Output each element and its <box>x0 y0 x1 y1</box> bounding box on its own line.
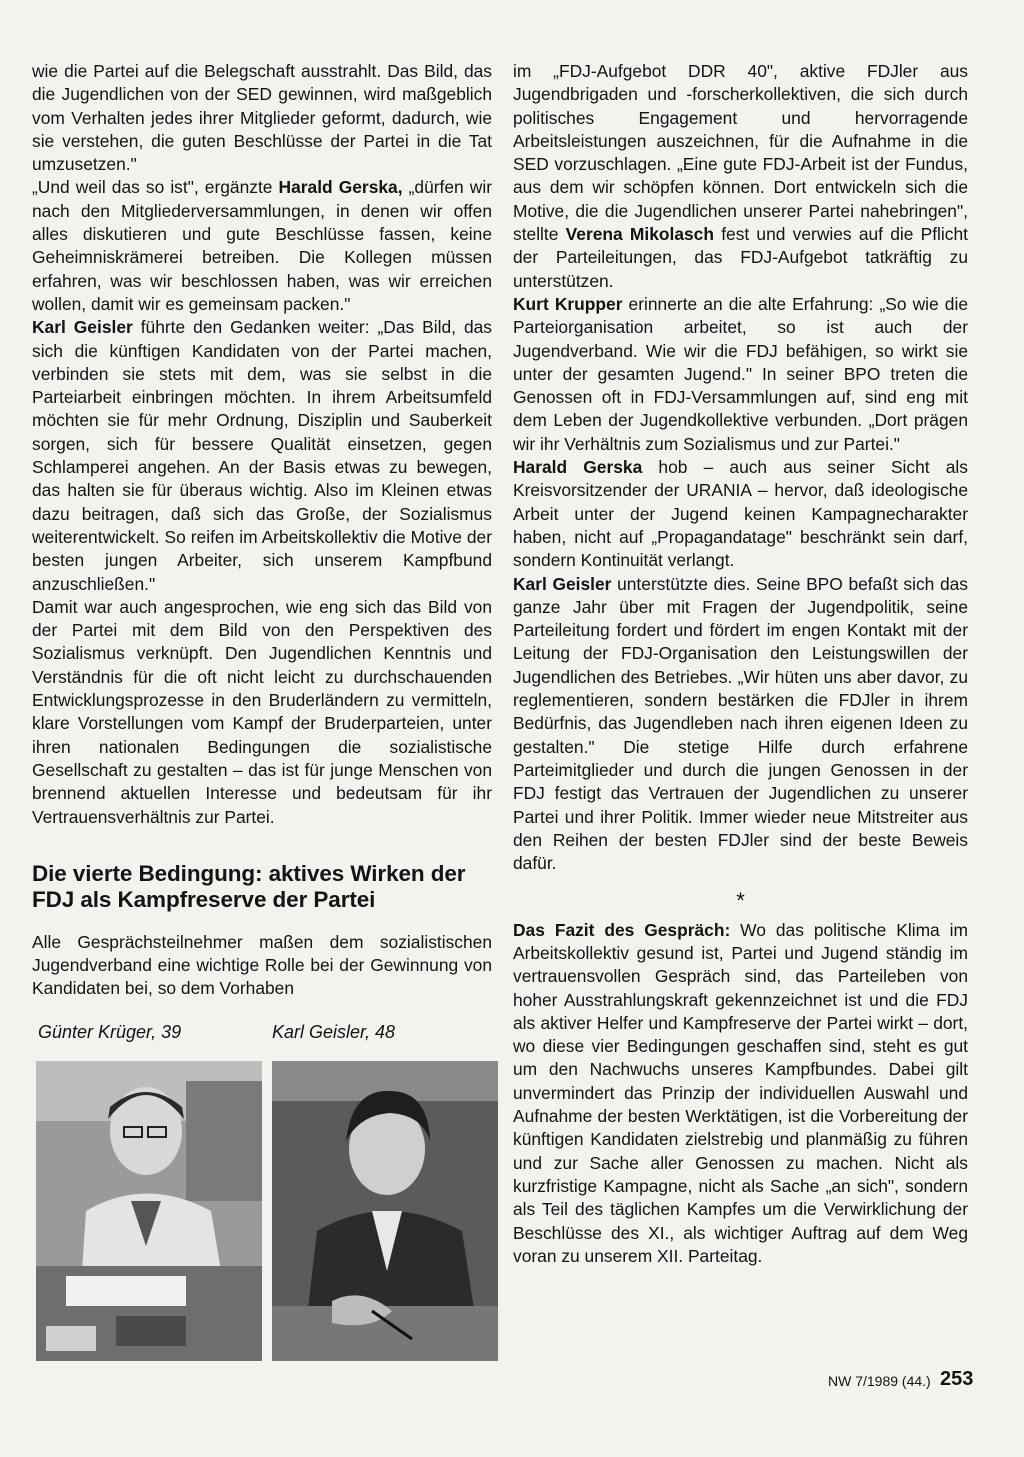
photo-caption: Karl Geisler, 48 <box>272 1021 396 1042</box>
photo-captions <box>32 1021 492 1047</box>
text: führte den Gedanken weiter: „Das Bild, das sich die künftigen Kandidaten von der Partei machen, verbinden sie stets mit dem, was sie selbst in die Parteiarbeit einbringen möchten. In ihrem Arbeitsumfeld möchten sie für mehr Ordnung, Disziplin und Sauberkeit sorgen, sich für bessere Qualität einsetzen, gegen Schlamperei angehen. An der Basis etwas zu bewegen, das halten sie für überaus wichtig. Also im Kleinen etwas dazu beitragen, daß sich das Große, der Sozialismus weiterentwickelt. So reifen im Arbeitskollektiv die Motive der besten jungen Arbeiter, sich unserem Kampfbund anzuschließen." <box>32 317 492 594</box>
right-column <box>513 60 968 1268</box>
paragraph <box>32 176 492 316</box>
page-number: 253 <box>940 1368 974 1390</box>
text: Wo das politische Klima im Arbeitskollektiv gesund ist, Partei und Jugend ständig im vertrauensvollen Gespräch sind, das Parteileben von hoher Ausstrahlungskraft gekennzeichnet ist und die FDJ als aktiver Helfer und Kampfreserve der Partei wirkt – dort, wo diese vier Bedingungen geschaffen sind, steht es gut um den Nachwuchs unseres Kampfbundes. Dabei gilt unvermindert das Prinzip der individuellen Auswahl und Aufnahme der besten Werktätigen, ist die Vorbereitung der künftigen Kandidaten zielstrebig und planmäßig zu führen und zur Sache aller Genossen zu machen. Nicht als kurzfristige Kampagne, nicht als Sache „an sich", sondern als Teil des täglichen Kampfes um die Verwirklichung der Beschlüsse des XI., als wichtiger Auftrag auf dem Weg voran zu unserem XII. Parteitag. <box>513 919 969 1266</box>
text: fest und verwies auf die Pflicht der Parteileitungen, das FDJ-Aufgebot tatkräftig zu unterstützen. <box>513 224 968 291</box>
text: unterstützte dies. Seine BPO befaßt sich das ganze Jahr über mit Fragen der Jugendpolitik, seine Parteileitung fordert und fördert im engen Kontakt mit der Leitung der FDJ-Organisation den Leistungswillen der Jugendlichen des Betriebes. „Wir hüten uns aber davor, zu reglementieren, sondern bestärken die FDJler in ihrem Bedürfnis, das Jugendleben nach ihren eigenen Ideen zu gestalten." Die stetige Hilfe durch erfahrene Parteimitglieder und durch die jungen Genossen in der FDJ festigt das Vertrauen der Jugendlichen zu unserer Partei und ihrer Politik. Immer wieder neue Mitstreiter aus den Reihen der besten FDJler sind der beste Beweis dafür. <box>513 573 968 874</box>
speaker-name: Harald Gerska <box>513 457 643 478</box>
speaker-name: Harald Gerska, <box>278 177 403 198</box>
paragraph <box>32 316 492 596</box>
section-heading: Die vierte Bedingung: aktives Wirken der FDJ als Kampfreserve der Partei <box>32 860 466 912</box>
text: im „FDJ-Aufgebot DDR 40", aktive FDJler aus Jugendbrigaden und -forscherkollektiven, die sich durch politisches Engagement und hervorragende Arbeitsleistungen auszeichnen, für die Aufnahme in die SED vorzuschlagen. „Eine gute FDJ-Arbeit ist der Fundus, aus dem wir schöpfen können. Dort entwickeln sich die Motive, die die Jugendlichen unserer Partei nahebringen", stellte <box>513 61 968 245</box>
portrait-photo-image <box>272 1061 498 1361</box>
conclusion-label: Das Fazit des Gespräch: <box>513 919 731 940</box>
paragraph <box>513 60 968 293</box>
photo-row <box>32 1061 492 1361</box>
section-separator: * <box>736 888 745 914</box>
speaker-name: Karl Geisler <box>513 573 612 594</box>
issue-reference: NW 7/1989 (44.) <box>828 1373 931 1389</box>
text: erinnerte an die alte Erfahrung: „So wie die Parteiorganisation arbeitet, so ist auch der Jugendverband. Wie wir die FDJ befähigen, so wirkt sie unter der gesamten Jugend." In seiner BPO treten die Genossen oft in FDJ-Versammlungen auf, sind eng mit dem Leben der Jugendkollektive verbunden. „Dort prägen wir ihr Verhältnis zum Sozialismus und zur Partei." <box>513 293 968 454</box>
paragraph: Alle Gesprächsteilnehmer maßen dem sozialistischen Jugendverband eine wichtige Rolle bei der Gewinnung von Kandidaten bei, so dem Vorhaben <box>32 931 492 999</box>
left-column <box>32 60 492 1361</box>
paragraph: wie die Partei auf die Belegschaft ausstrahlt. Das Bild, das die Jugendlichen von der SED gewinnen, wird maßgeblich vom Verhalten jedes ihrer Mitglieder geformt, dadurch, wie sie verstehen, die guten Beschlüsse der Partei in die Tat umzusetzen." <box>32 61 492 175</box>
portrait-photo <box>272 1061 498 1361</box>
speaker-name: Kurt Krupper <box>513 293 623 314</box>
speaker-name: Verena Mikolasch <box>565 224 714 245</box>
text: „Und weil das so ist", ergänzte <box>32 177 279 198</box>
paragraph <box>513 919 968 1268</box>
paragraph: Damit war auch angesprochen, wie eng sich das Bild von der Partei mit dem Bild von den Perspektiven des Sozialismus verknüpft. Den Jugendlichen Kenntnis und Verständnis für die oft nicht leicht zu durchschauenden Entwicklungsprozesse in den Bruderländern zu vermitteln, klare Vorstellungen vom Kampf der Bruderparteien, unter ihren nationalen Bedingungen die sozialistische Gesellschaft zu gestalten – das ist für junge Menschen von brennend aktuellen Interesse und bedeutsam für ihr Vertrauensverhältnis zur Partei. <box>32 596 492 827</box>
paragraph <box>513 456 968 572</box>
speaker-name: Karl Geisler <box>32 317 133 338</box>
paragraph <box>513 573 968 876</box>
paragraph <box>513 293 968 456</box>
photo-caption: Günter Krüger, 39 <box>38 1021 182 1042</box>
portrait-photo-image <box>36 1061 262 1361</box>
text: „dürfen wir nach den Mitgliederversammlungen, in denen wir offen alles diskutieren und gute Beschlüsse fassen, keine Geheimniskrämerei betreiben. Die Kollegen müssen erfahren, was wir beschlossen haben, was wir erreichen wollen, damit wir es gemeinsam packen." <box>32 177 492 314</box>
portrait-photo <box>36 1061 262 1361</box>
text: hob – auch aus seiner Sicht als Kreisvorsitzender der URANIA – hervor, daß ideologische Arbeit unter der Jugend keinen Kampagnecharakter haben, nicht auf „Propagandatage" beschränkt sein darf, sondern Kontinuität verlangt. <box>513 457 968 571</box>
